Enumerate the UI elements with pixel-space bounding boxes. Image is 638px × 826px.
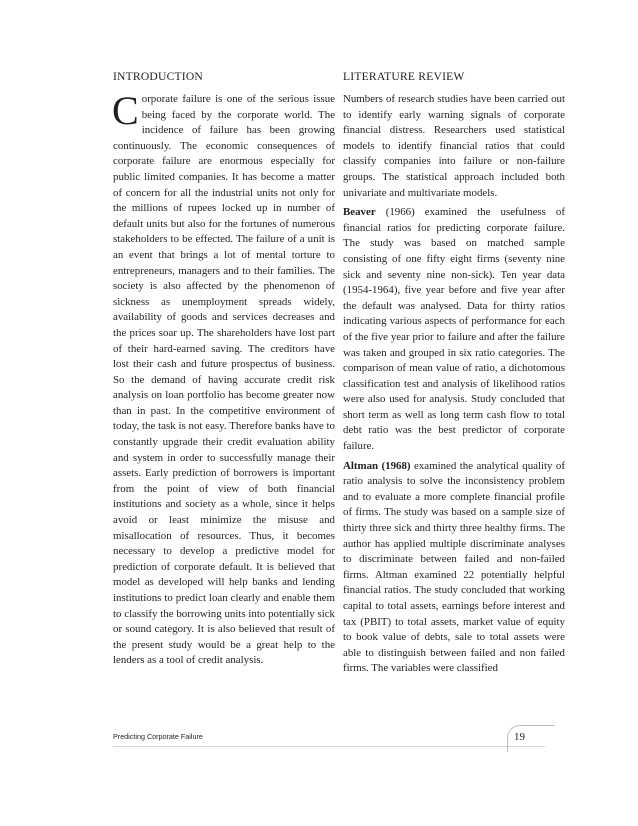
literature-review-heading: LITERATURE REVIEW <box>343 70 465 83</box>
beaver-paragraph <box>343 205 565 455</box>
literature-paragraph-1: Numbers of research studies have been carried out to identify early warning signals of corporate financial distress. Researchers used statistical models to identify financial ratios that could classify companies into failure or non-failure groups. The statistical approach included both univariate and multivariate models. <box>343 93 565 199</box>
altman-author: Altman (1968) <box>343 459 411 472</box>
beaver-author: Beaver <box>343 206 376 219</box>
footer-title: Predicting Corporate Failure <box>113 732 203 741</box>
left-column <box>113 70 335 669</box>
beaver-text: (1966) examined the usefulness of financial ratios for predicting corporate failure. The study was based on matched sample consisting of one fifty eight firms (seventy nine sick and seventy nine non-sick). Ten year data (1954-1964), five year before and five year after the default was analysed. Data for thirty ratios indicating various aspects of performance for each of the five year prior to failure and after the failure was taken and grouped in six ratio categories. The comparison of mean value of ratio, a dichotomous classification test and analysis of likelihood ratios were also used for analysis. Study concluded that short term as well as long term cash flow to total debt ratio was the best predictor of corporate failure. <box>343 206 565 453</box>
drop-cap: C <box>112 88 139 133</box>
right-column <box>343 70 565 677</box>
footer-divider <box>113 746 545 747</box>
introduction-text: orporate failure is one of the serious issue being faced by the corporate world. The incidence of failure has been growing continuously. The economic consequences of corporate failure are enormous especially for public limited companies. It has become a matter of concern for all the industrial units not only for the millions of rupees locked up in number of default units but also for the fortunes of numerous stakeholders to be effected. The failure of a unit is an event that brings a lot of mental torture to entrepreneurs, managers and to their families. The society is also affected by the phenomenon of sickness as unemployment spreads widely, availability of goods and services decreases and the prices soar up. The shareholders have lost part of their hard-earned saving. The creditors have lost their cash and future prospectus of business. So the demand of having accurate credit risk analysis on loan portfolio has become greater now than in past. In the competitive environment of today, the task is not easy. Therefore banks have to constantly upgrade their credit evaluation ability and system in order to successfully manage their assets. Early prediction of borrowers is important from the point of view of both financial institutions and society as a whole, since it helps avoid or least minimize the misuse and misallocation of resources. Thus, it becomes necessary to develop a predictive model for prediction of corporate default. It is believed that model as developed will help banks and lending institutions to predict loan clearly and enable them to classify the borrowing units into potentially sick or sound category. It is also believed that result of the present study would be a great help to the lenders as a tool of credit analysis. <box>113 93 335 667</box>
introduction-heading: INTRODUCTION <box>113 70 203 83</box>
altman-text: examined the analytical quality of ratio analysis to solve the inconsistency problem and to evaluate a more complete financial profile of firms. The study was based on a sample size of thirty three sick and thirty three healthy firms. The author has applied multiple discriminate analyses to discriminate between failed and non-failed firms. Altman examined 22 potentially helpful financial ratios. The study concluded that working capital to total assets, earnings before interest and tax (PBIT) to total assets, market value of equity to book value of debts, sale to total assets were able to distinguish between failed and non failed firms. The variables were classified <box>343 459 565 675</box>
introduction-paragraph <box>112 88 335 669</box>
altman-paragraph <box>343 459 565 677</box>
page-number: 19 <box>514 731 525 743</box>
